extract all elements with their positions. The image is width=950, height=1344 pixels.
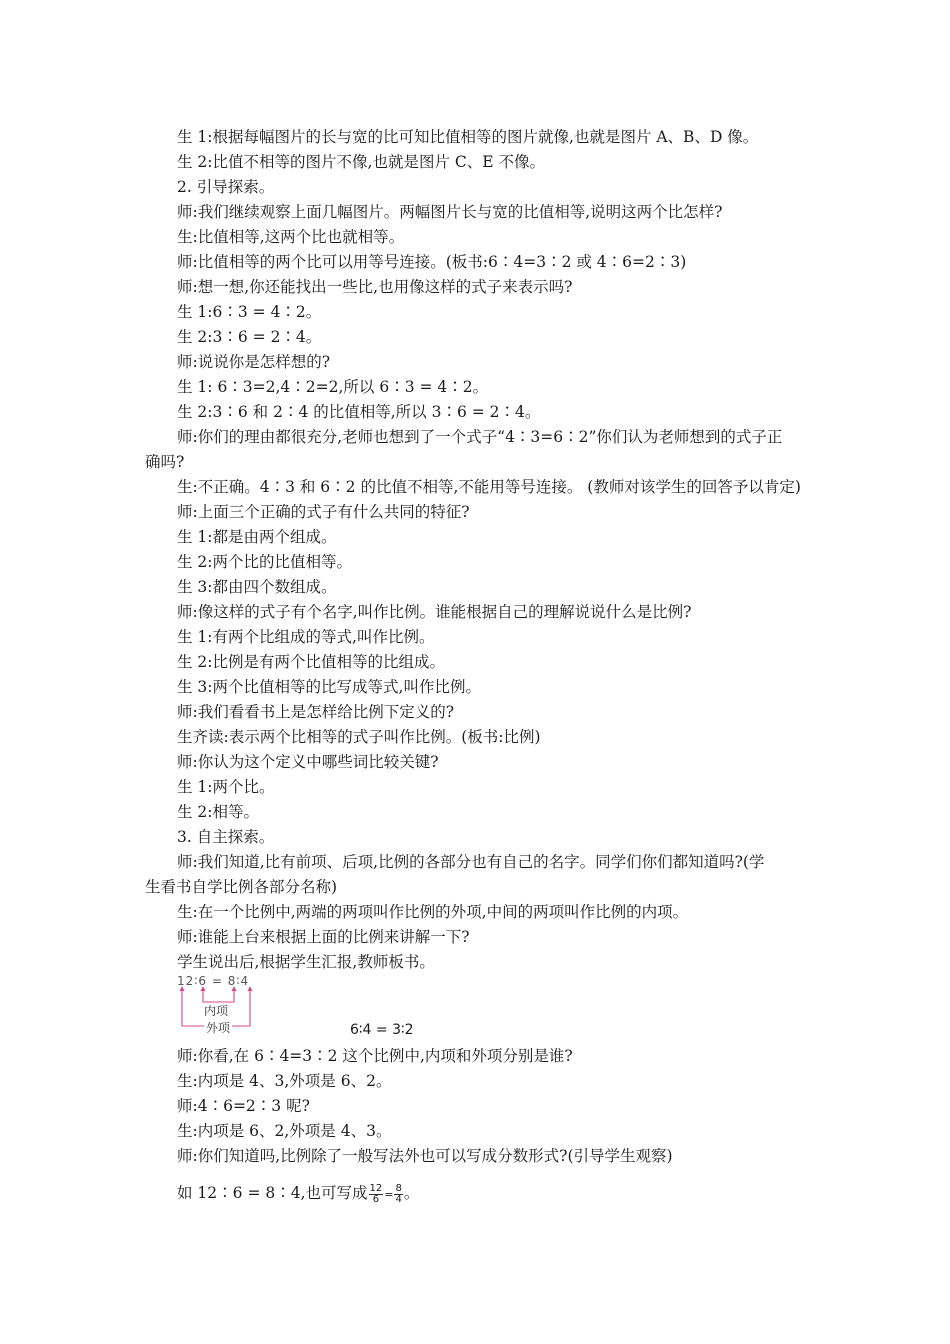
fraction-eight-over-four xyxy=(394,1184,402,1205)
fraction-equals: = xyxy=(384,1188,394,1201)
text-line: 生:在一个比例中,两端的两项叫作比例的外项,中间的两项叫作比例的内项。 xyxy=(177,903,689,921)
text-line: 生 2:两个比的比值相等。 xyxy=(177,553,353,571)
section-heading: 3. 自主探索。 xyxy=(177,828,275,846)
text-line: 生 1:有两个比组成的等式,叫作比例。 xyxy=(177,628,435,646)
proportion-terms-diagram xyxy=(176,974,266,1036)
fraction-line-prefix: 如 12∶6 = 8∶4,也可写成 xyxy=(177,1184,368,1202)
text-line: 师:我们继续观察上面几幅图片。两幅图片长与宽的比值相等,说明这两个比怎样? xyxy=(177,203,723,221)
text-line: 生 1:两个比。 xyxy=(177,778,275,796)
text-line: 生看书自学比例各部分名称) xyxy=(145,878,338,896)
section-heading: 2. 引导探索。 xyxy=(177,178,275,196)
text-line: 师:想一想,你还能找出一些比,也用像这样的式子来表示吗? xyxy=(177,278,573,296)
example-proportion: 6∶4 = 3∶2 xyxy=(350,1022,414,1038)
fraction-line-suffix: 。 xyxy=(403,1184,420,1202)
text-line: 生 2:比例是有两个比值相等的比组成。 xyxy=(177,653,446,671)
text-line: 生齐读:表示两个比相等的式子叫作比例。(板书:比例) xyxy=(177,728,541,746)
outer-terms-label: 外项 xyxy=(206,1021,231,1035)
fraction-form-line xyxy=(177,1183,419,1205)
fraction-numerator: 12 xyxy=(369,1182,383,1194)
text-line: 生 1:都是由两个组成。 xyxy=(177,528,337,546)
inner-terms-label: 内项 xyxy=(204,1004,229,1018)
text-line: 生 2:3∶6 和 2∶4 的比值相等,所以 3∶6 = 2∶4。 xyxy=(177,403,541,421)
fraction-denominator: 6 xyxy=(372,1193,380,1205)
text-line: 师:上面三个正确的式子有什么共同的特征? xyxy=(177,503,470,521)
text-line: 师:比值相等的两个比可以用等号连接。(板书:6∶4=3∶2 或 4∶6=2∶3) xyxy=(177,253,687,271)
text-line: 生 2:比值不相等的图片不像,也就是图片 C、E 不像。 xyxy=(177,153,545,171)
text-line: 师:我们看看书上是怎样给比例下定义的? xyxy=(177,703,455,721)
fraction-twelve-over-six xyxy=(369,1184,384,1205)
text-line: 师:你们的理由都很充分,老师也想到了一个式子“4∶3=6∶2”你们认为老师想到的式子正 xyxy=(177,428,783,446)
text-line: 师:我们知道,比有前项、后项,比例的各部分也有自己的名字。同学们你们都知道吗?(学 xyxy=(177,853,765,871)
text-line: 生 1:根据每幅图片的长与宽的比可知比值相等的图片就像,也就是图片 A、B、D 像。 xyxy=(177,128,759,146)
text-line: 确吗? xyxy=(145,453,185,471)
text-line: 师:你们知道吗,比例除了一般写法外也可以写成分数形式?(引导学生观察) xyxy=(177,1147,673,1165)
text-line: 生 1: 6∶3=2,4∶2=2,所以 6∶3 = 4∶2。 xyxy=(177,378,489,396)
text-line: 生:比值相等,这两个比也就相等。 xyxy=(177,228,405,246)
text-line: 生:内项是 6、2,外项是 4、3。 xyxy=(177,1122,392,1140)
text-line: 生:不正确。4∶3 和 6∶2 的比值不相等,不能用等号连接。 (教师对该学生的回答予以肯定) xyxy=(177,478,801,496)
text-line: 师:谁能上台来根据上面的比例来讲解一下? xyxy=(177,928,470,946)
text-line: 师:4∶6=2∶3 呢? xyxy=(177,1097,310,1115)
text-line: 生 3:两个比值相等的比写成等式,叫作比例。 xyxy=(177,678,481,696)
text-line: 师:说说你是怎样想的? xyxy=(177,353,331,371)
text-line: 师:你看,在 6∶4=3∶2 这个比例中,内项和外项分别是谁? xyxy=(177,1047,573,1065)
diagram-equation: 12∶6 = 8∶4 xyxy=(177,974,250,988)
text-line: 生:内项是 4、3,外项是 6、2。 xyxy=(177,1072,392,1090)
text-line: 学生说出后,根据学生汇报,教师板书。 xyxy=(177,953,435,971)
fraction-denominator: 4 xyxy=(395,1193,402,1205)
text-line: 师:你认为这个定义中哪些词比较关键? xyxy=(177,753,439,771)
fraction-numerator: 8 xyxy=(395,1182,402,1194)
text-line: 生 1:6∶3 = 4∶2。 xyxy=(177,303,322,321)
text-line: 生 2:相等。 xyxy=(177,803,260,821)
text-line: 师:像这样的式子有个名字,叫作比例。谁能根据自己的理解说说什么是比例? xyxy=(177,603,692,621)
text-line: 生 2:3∶6 = 2∶4。 xyxy=(177,328,322,346)
text-line: 生 3:都由四个数组成。 xyxy=(177,578,337,596)
